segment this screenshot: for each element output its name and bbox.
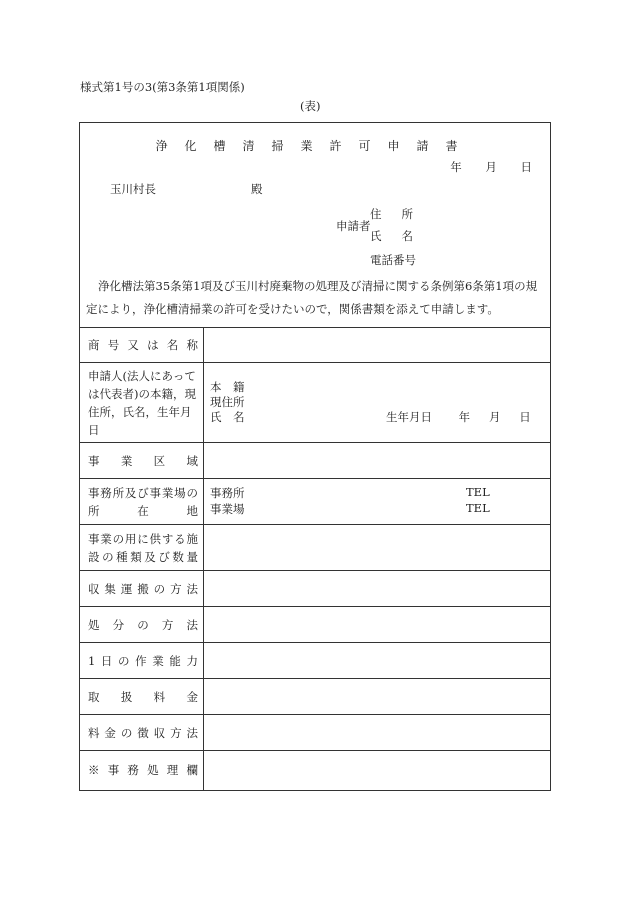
disposal-method-label: 処分の方法 [80, 607, 204, 642]
row-trade-name [80, 327, 550, 363]
form-title: 浄化槽清掃業許可申請書 [155, 139, 475, 153]
applicant-name-label: 氏 名 [210, 410, 245, 424]
row-fee-collection [80, 715, 550, 751]
form-header [80, 123, 550, 328]
address-label: 住所 [370, 207, 433, 221]
registered-domicile-label: 本 籍 [210, 380, 245, 394]
business-area-label: 事業区域 [80, 443, 204, 478]
row-business-area [80, 443, 550, 479]
office-tel-label: TEL [466, 485, 490, 499]
handling-fee-label: 取扱料金 [80, 679, 204, 714]
row-daily-capacity [80, 643, 550, 679]
business-site-label: 事業場 [210, 502, 245, 516]
handling-fee-field[interactable] [204, 679, 550, 714]
fee-collection-label: 料金の徴収方法 [80, 715, 204, 750]
applicant-info-label: 申請人(法人にあっては代表者)の本籍，現住所，氏名，生年月日 [80, 363, 204, 442]
row-facilities [80, 525, 550, 571]
collection-method-field[interactable] [204, 571, 550, 606]
honorific: 殿 [251, 182, 263, 196]
office-location-label: 事務所及び事業場の所在地 [80, 479, 204, 524]
trade-name-field[interactable] [204, 327, 550, 362]
phone-label: 電話番号 [370, 253, 416, 267]
date-line: 年 月 日 [450, 160, 532, 174]
form-number: 様式第1号の3(第3条第1項関係) [80, 80, 245, 94]
applicant-info-field[interactable] [204, 363, 550, 442]
office-label: 事務所 [210, 486, 245, 500]
collection-method-label: 収集運搬の方法 [80, 571, 204, 606]
row-collection-method [80, 571, 550, 607]
current-address-label: 現住所 [210, 395, 245, 409]
office-use-field [204, 751, 550, 790]
site-tel-label: TEL [466, 501, 490, 515]
daily-capacity-label: 1日の作業能力 [80, 643, 204, 678]
row-office-use [80, 751, 550, 790]
addressee: 玉川村長 [110, 182, 156, 196]
application-statement: 浄化槽法第35条第1項及び玉川村廃棄物の処理及び清掃に関する条例第6条第1項の規定により，浄化槽清掃業の許可を受けたいので，関係書類を添えて申請します。 [86, 279, 538, 316]
facilities-label: 事業の用に供する施設の種類及び数量 [80, 525, 204, 570]
row-disposal-method [80, 607, 550, 643]
side-label: (表) [300, 99, 321, 113]
daily-capacity-field[interactable] [204, 643, 550, 678]
office-location-field[interactable] [204, 479, 550, 524]
disposal-method-field[interactable] [204, 607, 550, 642]
business-area-field[interactable] [204, 443, 550, 478]
office-use-label: ※事務処理欄 [80, 751, 204, 790]
applicant-label: 申請者 [336, 219, 371, 233]
row-applicant-info [80, 363, 550, 443]
birth-date-label: 生年月日 年 月 日 [386, 410, 531, 424]
fee-collection-field[interactable] [204, 715, 550, 750]
application-form [79, 122, 551, 791]
facilities-field[interactable] [204, 525, 550, 570]
trade-name-label: 商号又は名称 [80, 327, 204, 362]
row-handling-fee [80, 679, 550, 715]
row-office-location [80, 479, 550, 525]
name-label: 氏名 [370, 229, 433, 243]
